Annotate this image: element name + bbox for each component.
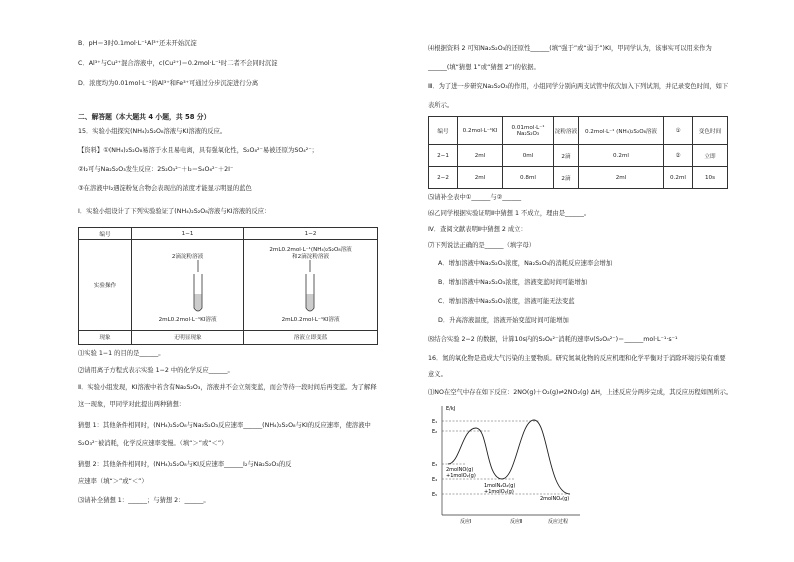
table-cell: 2ml bbox=[458, 145, 503, 167]
test-tube-1-icon bbox=[188, 260, 208, 316]
state-label-d: +1moIO₂(g) bbox=[484, 489, 514, 495]
table1-phenomenon-2: 溶液立即变蓝 bbox=[244, 330, 378, 344]
option-d: D．浓度均为0.01mol·L⁻¹的Al³⁺和Fe³⁺可通过分步沉淀进行分离 bbox=[78, 80, 259, 87]
part-2-line-2: 这一现象，甲同学对此提出两种猜想： bbox=[78, 401, 186, 408]
option-b: B．pH＝3时0.1mol·L⁻¹Al³⁺还未开始沉淀 bbox=[78, 40, 197, 47]
option-d: D．升高溶液温度，溶液开始变蓝时间可能增加 bbox=[438, 317, 569, 324]
part-3-line-2: 表所示。 bbox=[428, 102, 454, 109]
table-cell: 2ml bbox=[458, 167, 503, 189]
table-cell: 10s bbox=[693, 167, 728, 189]
part-3-line-1: Ⅲ．为了进一步研究Na₂S₂O₃的作用，小组同学分别向两支试管中依次加入下列试剂，并记录变色时间，如下 bbox=[428, 83, 729, 90]
table-cell: 2滴 bbox=[554, 167, 579, 189]
table1-op-1 bbox=[132, 240, 244, 331]
hypothesis-1-line-2: S₂O₃²⁻被消耗，化学反应速率变慢。（填“＞”或“＜”） bbox=[78, 440, 228, 447]
info-2: ②I₂可与Na₂S₂O₃发生反应：2S₂O₃²⁻＋I₂＝S₄O₆²⁻＋2I⁻ bbox=[78, 166, 234, 173]
sub-question-4-line-1: ⑷根据资料 2 可知Na₂S₂O₃的还原性______(填“强于”或“弱于”)KI，甲同学认为，该事实可以用来作为 bbox=[428, 45, 712, 52]
state-label-b: +1moIO₂(g) bbox=[446, 473, 476, 479]
table1-header-2: 1−2 bbox=[244, 228, 378, 240]
table1-phenomenon-label: 现象 bbox=[79, 330, 132, 344]
question-16-line-1: 16．氮的氧化物是造成大气污染的主要物质。研究氮氧化物的反应机理和化学平衡对于消除环境污染有重要 bbox=[428, 355, 726, 362]
top-label-2a: 2mL0.2mol·L⁻¹(NH₄)₂S₂O₈溶液 bbox=[269, 247, 352, 254]
table-cell: 0.2ml bbox=[664, 167, 693, 189]
level-e5: E₅ bbox=[432, 492, 438, 498]
state-label-e: 2molNO₂(g) bbox=[540, 496, 570, 502]
question-16-line-2: 意义。 bbox=[428, 371, 447, 378]
table1-op-2 bbox=[244, 240, 378, 331]
sub-question-5: ⑸请补全表中①______与②______ bbox=[428, 194, 522, 201]
table2-header-time: 变色时间 bbox=[693, 117, 728, 145]
table1-op-label: 实验操作 bbox=[79, 240, 132, 331]
table-cell: 2滴 bbox=[554, 145, 579, 167]
experiment-1-intro: Ⅰ．实验小组设计了下列实验验证了(NH₄)₂S₂O₈溶液与KI溶液的反应： bbox=[78, 208, 271, 215]
bottom-label-2: 2mL0.2mol·L⁻¹KI溶液 bbox=[281, 317, 340, 324]
sub-question-8: ⑻结合实验 2−2 的数据，计算10s内的S₂O₈²⁻消耗的速率ν(S₂O₈²⁻)＝______mol·L⁻¹·s⁻¹ bbox=[428, 336, 678, 343]
table1-header-id: 编号 bbox=[79, 228, 132, 240]
table-cell: 0.8ml bbox=[503, 167, 554, 189]
table-cell: 0.2ml bbox=[579, 145, 664, 167]
info-3: ③在溶液中I₂遇淀粉复合物会表现出的浓度才能显示明显的蓝色 bbox=[78, 185, 252, 192]
sub-question-1: ⑴实验 1−1 的目的是______。 bbox=[78, 350, 165, 357]
top-label-2b: 和2滴淀粉溶液 bbox=[292, 254, 330, 261]
x-label-reaction-1: 反应Ⅰ bbox=[460, 519, 472, 525]
test-tube-2-icon bbox=[300, 260, 320, 316]
option-b: B．增加溶液中Na₂S₂O₃浓度，溶液变蓝时间可能增加 bbox=[438, 279, 588, 286]
left-column bbox=[78, 0, 396, 562]
info-1: 【资料】①(NH₄)₂S₂O₈易溶于水且易电离，具有强氧化性，S₂O₈²⁻易被还原为SO₄²⁻； bbox=[78, 147, 318, 154]
table2-header-starch: 淀粉溶液 bbox=[554, 117, 579, 145]
level-e4: E₄ bbox=[432, 477, 438, 483]
option-c: C．Al³⁺与Cu²⁺混合溶液中，c(Cu²⁺)＝0.2mol·L⁻¹时二者不会同时沉淀 bbox=[78, 60, 278, 67]
state-label-a: 2moINO(g) bbox=[446, 467, 474, 473]
hypothesis-2-line-1: 猜想 2：其他条件相同时，(NH₄)₂S₂O₈与KI反应速率______I₂与Na₂S₂O₃的反 bbox=[78, 461, 292, 468]
sub-question-2: ⑵请用离子方程式表示实验 1−2 中的化学反应______。 bbox=[78, 367, 234, 374]
hypothesis-1-line-1: 猜想 1：其他条件相同时，(NH₄)₂S₂O₈与Na₂S₂O₃反应速率______(NH₄)₂S₂O₈与KI的反应速率，使溶液中 bbox=[78, 422, 371, 429]
level-e2: E₂ bbox=[432, 429, 438, 435]
table1-header-1: 1−1 bbox=[132, 228, 244, 240]
level-e3: E₃ bbox=[432, 462, 438, 468]
table2-header-na2s2o3: 0.01mol·L⁻¹ Na₂S₂O₃ bbox=[503, 117, 554, 145]
table2-header-id: 编号 bbox=[429, 117, 458, 145]
experiment-table-1 bbox=[78, 227, 378, 345]
option-c: C．增加溶液中Na₂S₂O₃浓度，溶液可能无法变蓝 bbox=[438, 298, 575, 305]
sub-question-3: ⑶请补全猜想 1：______；与猜想 2：______。 bbox=[78, 497, 210, 504]
drop-label-1: 2滴淀粉溶液 bbox=[171, 254, 204, 261]
part-4-intro: Ⅳ．查阅文献表明Ⅱ中猜想 2 成立： bbox=[428, 226, 527, 233]
x-label-reaction-2: 反应Ⅱ bbox=[510, 519, 523, 525]
x-label-process: 反应过程 bbox=[548, 519, 569, 525]
bottom-label-1: 2mL0.2mol·L⁻¹KI溶液 bbox=[158, 317, 217, 324]
section-heading: 二、解答题（本大题共 4 小题，共 58 分） bbox=[78, 113, 211, 121]
y-axis-label: E/kJ bbox=[446, 406, 456, 412]
level-e1: E₁ bbox=[432, 419, 438, 425]
table-cell: 立即 bbox=[693, 145, 728, 167]
state-label-c: 1moIN₂O₂(g) bbox=[484, 483, 516, 489]
table2-header-blank: ① bbox=[664, 117, 693, 145]
table-row bbox=[429, 145, 728, 167]
table-cell: 2−1 bbox=[429, 145, 458, 167]
table2-header-persulfate: 0.2mol·L⁻¹ (NH₄)₂S₂O₈溶液 bbox=[579, 117, 664, 145]
question-16-line-3: ⑴NO在空气中存在如下反应：2NO(g)＋O₂(g)⇌2NO₂(g) ΔH，上述反应分两步完成，其反应历程如图所示。 bbox=[428, 389, 733, 396]
question-15: 15．实验小组探究(NH₄)₂S₂O₈溶液与KI溶液的反应。 bbox=[78, 128, 227, 135]
table-cell: 0ml bbox=[503, 145, 554, 167]
part-2-line-1: Ⅱ．实验小组发现，KI溶液中若含有Na₂S₂O₃，溶液并不会立刻变蓝，而会等待一段时间后再变蓝。为了解释 bbox=[78, 384, 377, 391]
hypothesis-2-line-2: 应速率（填“＞”或“＜”） bbox=[78, 478, 148, 485]
table1-phenomenon-1: 无明显现象 bbox=[132, 330, 244, 344]
energy-diagram bbox=[430, 400, 590, 530]
experiment-table-2 bbox=[428, 116, 728, 189]
table-row bbox=[429, 167, 728, 189]
table-cell: 2−2 bbox=[429, 167, 458, 189]
table2-header-ki: 0.2mol·L⁻¹KI bbox=[458, 117, 503, 145]
sub-question-4-line-2: ______(填“猜想 1”或“猜想 2”)的依据。 bbox=[428, 64, 540, 71]
option-a: A．增加溶液中Na₂S₂O₃浓度，Na₂S₂O₃的消耗反应速率会增加 bbox=[438, 260, 613, 267]
sub-question-6: ⑹乙同学根据实验证明Ⅱ中猜想 1 不成立，理由是______。 bbox=[428, 210, 591, 217]
right-column bbox=[428, 0, 768, 562]
table-cell: ② bbox=[664, 145, 693, 167]
sub-question-7: ⑺下列说法正确的是______（填字母） bbox=[428, 242, 536, 249]
table-cell: 2ml bbox=[579, 167, 664, 189]
